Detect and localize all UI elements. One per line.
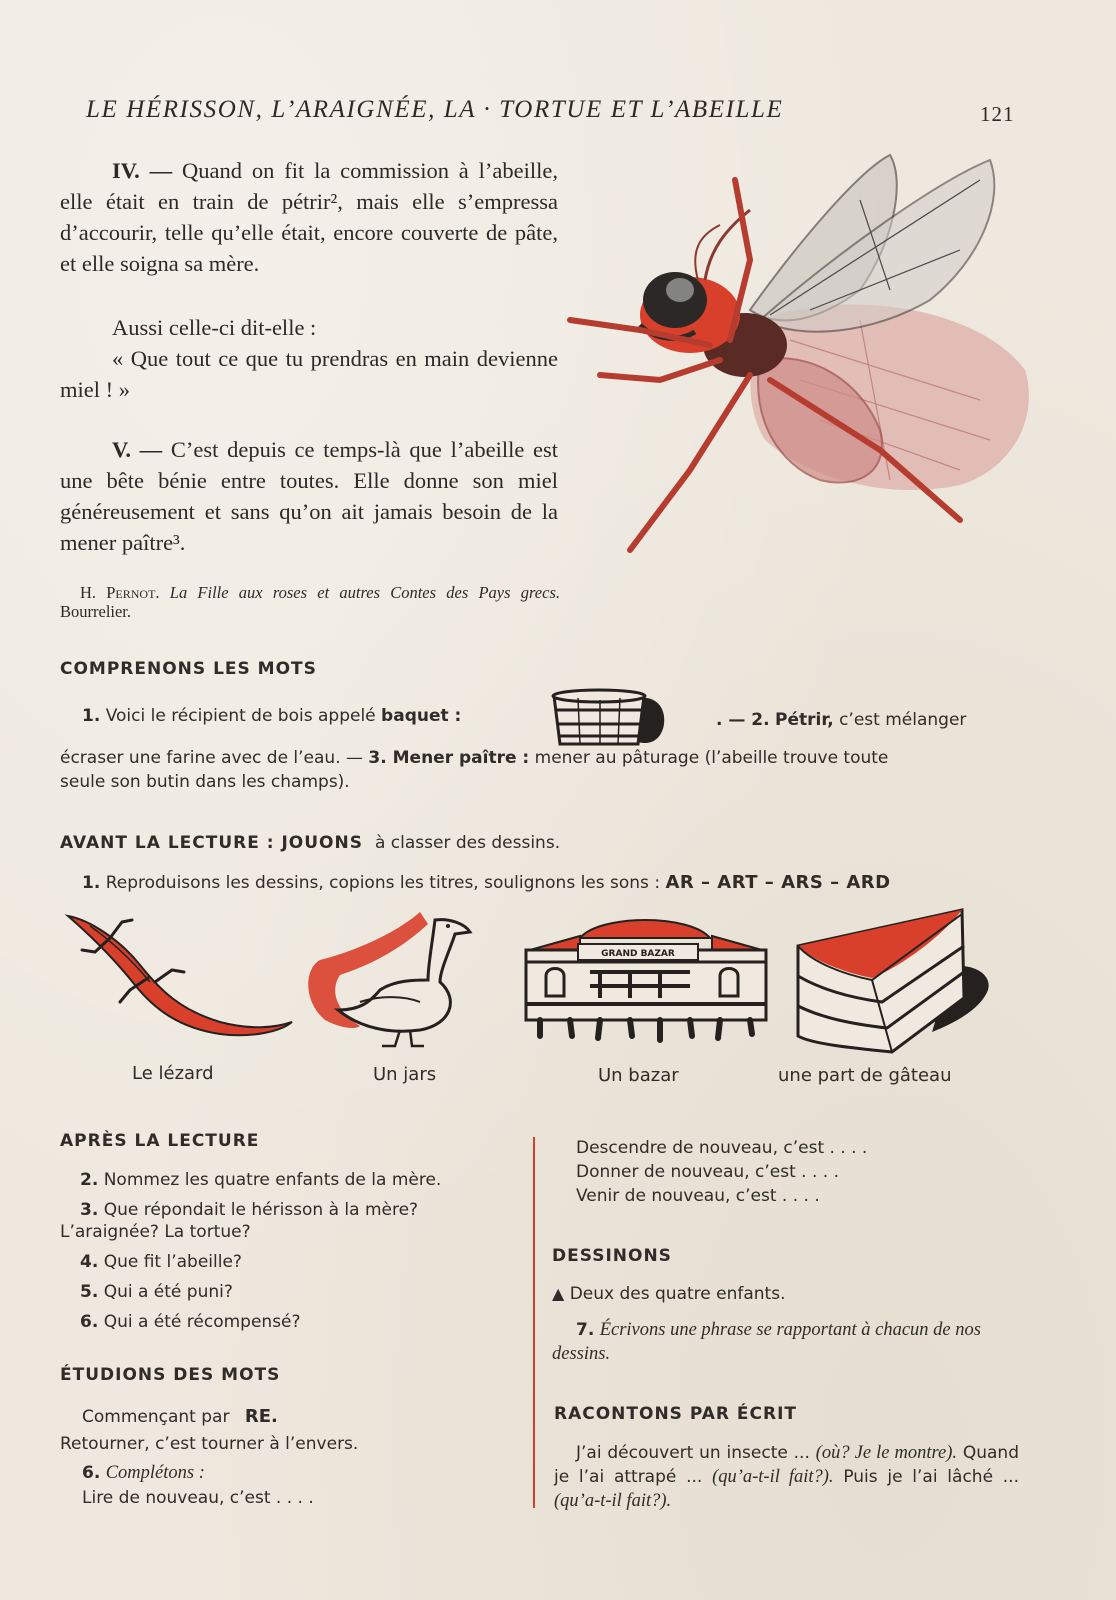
heading-etudions: ÉTUDIONS DES MOTS [60,1365,281,1385]
question-number: 3. [80,1200,99,1220]
item-number: 1. [82,706,101,726]
racontons-hint: (où? Je le montre). [815,1443,958,1463]
item-number: 7. [576,1320,595,1340]
bee-illustration [560,140,1050,580]
triangle-icon: ▲ [552,1284,565,1303]
credit-publisher: Bourrelier. [60,602,132,621]
story-paragraph-4 [60,155,558,279]
avant-item-1 [82,872,891,893]
item-text: Reproduisons les dessins, copions les titres, soulignons les sons : [105,873,661,893]
baquet-drawing [548,686,670,752]
lizard-drawing [60,910,300,1050]
question-3 [80,1200,418,1220]
running-title: LE HÉRISSON, L’ARAIGNÉE, LA · TORTUE ET L’ABEILLE [86,96,784,123]
item-text: mener au pâturage (l’abeille trouve toute [534,748,889,768]
item-title: Complétons : [105,1463,205,1483]
story-paragraph-5 [60,434,558,558]
dessinons-line-1 [552,1284,785,1304]
question-number: 6. [80,1312,99,1332]
question-text: Qui a été puni? [103,1282,233,1302]
comprenons-item-1 [82,706,461,726]
question-text: Nommez les quatre enfants de la mère. [103,1170,442,1190]
question-6 [80,1312,301,1332]
comprenons-line-3: seule son butin dans les champs). [60,772,350,792]
caption-cake: une part de gâteau [778,1065,952,1086]
story-quote [60,343,558,405]
item-number: 6. [82,1463,101,1483]
question-2 [80,1170,441,1190]
bazar-sign: GRAND BAZAR [601,949,675,959]
credit-title: La Fille aux roses et autres Contes des Pays grecs. [169,583,561,602]
paragraph-text: Quand on fit la commission à l’abeille, elle était en train de pétrir², mais elle s’empressa d’accourir, telle qu’elle était, encore couverte de pâte, et elle soigna sa mère. [60,158,559,276]
item-text: Voici le récipient de bois appelé [105,706,376,726]
question-5 [80,1282,233,1302]
heading-comprenons: COMPRENONS LES MOTS [60,659,317,679]
column-divider [533,1137,535,1508]
comprenons-item-2 [716,710,966,730]
page-number: 121 [980,102,1015,126]
complete-line-venir: Venir de nouveau, c’est . . . . [576,1186,820,1206]
story-line-aussi [60,312,558,343]
question-text: Que fit l’abeille? [103,1252,242,1272]
etudions-line-2: Retourner, c’est tourner à l’envers. [60,1434,359,1454]
question-text: Que répondait le hérisson à la mère? [103,1200,419,1220]
heading-avant [60,833,560,853]
paragraph-text: C’est depuis ce temps-là que l’abeille est une bête bénie entre toutes. Elle donne son miel généreusement et sans qu’on ait jamais besoin de la mener paître³. [60,437,559,555]
bazar-drawing [520,906,772,1056]
question-number: 2. [80,1170,99,1190]
heading-dessinons: DESSINONS [552,1246,672,1266]
prefix-re: RE. [244,1406,278,1427]
question-number: 5. [80,1282,99,1302]
racontons-hint: (qu’a-t-il fait?). [712,1467,834,1487]
racontons-hint: (qu’a-t-il fait?). [554,1491,672,1511]
caption-goose: Un jars [373,1064,437,1085]
racontons-part: J’ai découvert un insecte ... [576,1443,810,1463]
caption-lizard: Le lézard [132,1063,214,1084]
etudions-line-1 [82,1406,278,1427]
credit-author: H. Pernot. [80,583,160,602]
caption-bazar: Un bazar [598,1065,679,1086]
complete-line-lire: Lire de nouveau, c’est . . . . [82,1488,314,1508]
question-number: 4. [80,1252,99,1272]
goose-drawing [300,910,485,1050]
question-text: Qui a été récompensé? [103,1312,301,1332]
item-number: 1. [82,873,101,893]
complete-line-descendre: Descendre de nouveau, c’est . . . . [576,1138,868,1158]
etudions-text: Commençant par [82,1407,230,1427]
heading-text: AVANT LA LECTURE : JOUONS [60,833,363,853]
etudions-item-6 [82,1463,205,1484]
sounds-list: AR – ART – ARS – ARD [665,872,891,893]
question-3-continued: L’araignée? La tortue? [60,1222,251,1242]
racontons-part: Quand je l’ai attrapé ... [554,1443,1019,1487]
item-number: . — 2. [716,710,770,730]
story-text: Aussi celle-ci dit-elle : [112,315,317,340]
dessinons-text: Deux des quatre enfants. [569,1284,786,1304]
item-keyword: Pétrir, [775,710,834,730]
heading-racontons: RACONTONS PAR ÉCRIT [554,1404,798,1424]
cake-drawing [792,906,1002,1056]
item-text: c’est mélanger [839,710,967,730]
racontons-text [554,1441,1019,1513]
heading-suffix: à classer des dessins. [374,833,561,853]
dessinons-item-7 [552,1318,1022,1366]
paragraph-number: IV. — [112,158,173,183]
paragraph-number: V. — [112,437,163,462]
item-text: écraser une farine avec de l’eau. — [60,748,364,768]
item-keyword: 3. Mener paître : [368,748,530,768]
item-keyword: baquet : [381,706,462,726]
question-4 [80,1252,242,1272]
item-text: Écrivons une phrase se rapportant à chacun de nos dessins. [552,1320,981,1364]
story-text: « Que tout ce que tu prendras en main devienne miel ! » [60,346,558,402]
heading-apres: APRÈS LA LECTURE [60,1131,260,1151]
comprenons-line-2 [60,748,888,768]
complete-line-donner: Donner de nouveau, c’est . . . . [576,1162,839,1182]
racontons-part: Puis je l’ai lâché ... [843,1467,1019,1487]
source-credit [60,583,560,621]
